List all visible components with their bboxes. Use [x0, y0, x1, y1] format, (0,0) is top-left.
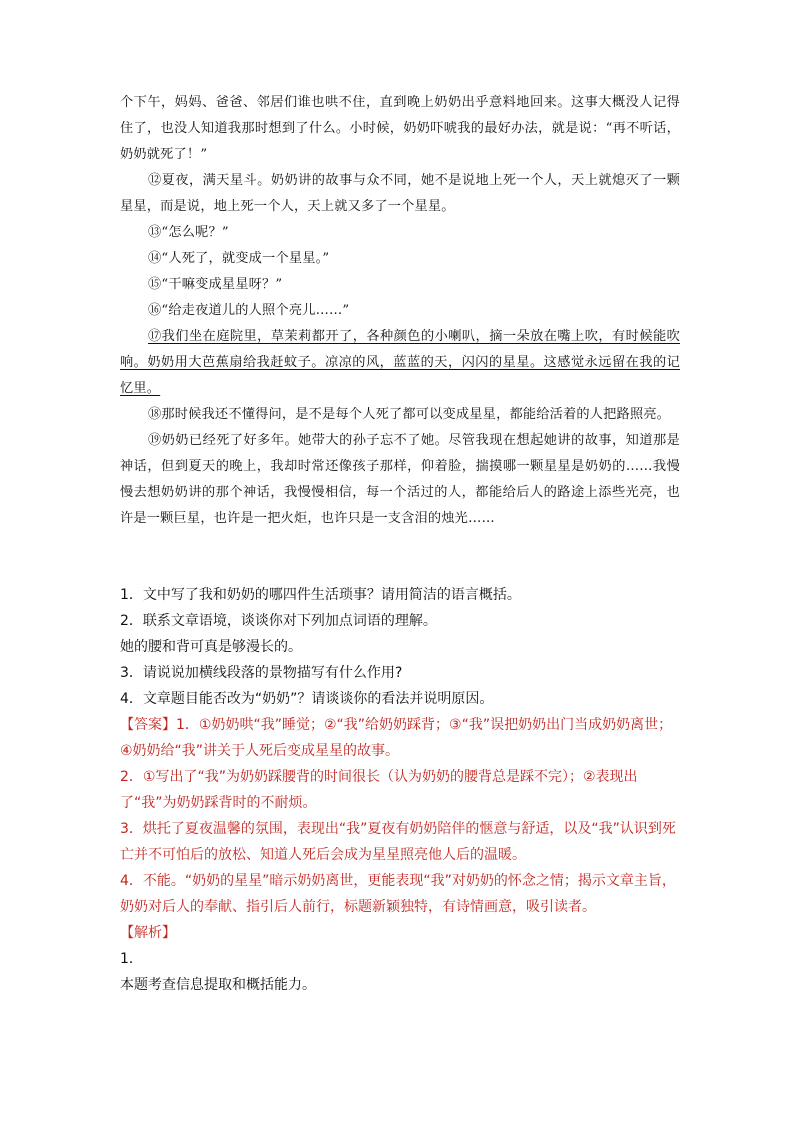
paragraph-14: ⑭“人死了，就变成一个星星。”	[148, 251, 330, 266]
question-2: 2．联系文章语境，谈谈你对下列加点词语的理解。	[120, 613, 437, 629]
question-2-sentence: 她的腰和背可真是够漫长的。	[120, 639, 302, 655]
answer-label: 【答案】	[120, 717, 176, 733]
reading-passage	[120, 90, 680, 532]
answer-1-text: 1．①奶奶哄“我”睡觉；②“我”给奶奶踩背；③“我”误把奶奶出门当成奶奶离世；④奶奶给“我”讲关于人死后变成星星的故事。	[120, 717, 673, 759]
paragraph-17-underlined	[120, 324, 680, 402]
answer-2: 2．①写出了“我”为奶奶踩腰背的时间很长（认为奶奶的腰背总是踩不完）；②表现出了“我”为奶奶踩背时的不耐烦。	[120, 769, 638, 811]
paragraph-13: ⑬“怎么呢？”	[148, 225, 229, 240]
paragraph-18: ⑱那时候我还不懂得问，是不是每个人死了都可以变成星星，都能给活着的人把路照亮。	[148, 407, 671, 422]
paragraph-15: ⑮“干嘛变成星星呀？”	[148, 277, 283, 292]
analysis-label: 【解析】	[120, 925, 176, 941]
question-1: 1．文中写了我和奶奶的哪四件生活琐事？请用简洁的语言概括。	[120, 587, 521, 603]
paragraph-19: ⑲奶奶已经死了好多年。她带大的孙子忘不了她。尽管我现在想起她讲的故事，知道那是神话，但到夏天的晚上，我却时常还像孩子那样，仰着脸，揣摸哪一颗星星是奶奶的……我慢慢去想奶奶讲的那个神话，我慢慢相信，每一个活过的人，都能给后人的路途上添些光亮，也许是一颗巨星，也许是一把火炬，也许只是一支含泪的烛光……	[120, 433, 680, 526]
answer-3: 3．烘托了夏夜温馨的氛围，表现出“我”夏夜有奶奶陪伴的惬意与舒适，以及“我”认识到死亡并不可怕后的放松、知道人死后会成为星星照亮他人后的温暖。	[120, 821, 676, 863]
answer-4: 4．不能。“奶奶的星星”暗示奶奶离世，更能表现“我”对奶奶的怀念之情；揭示文章主旨，奶奶对后人的奉献、指引后人前行，标题新颖独特，有诗情画意，吸引读者。	[120, 873, 676, 915]
analysis-text: 本题考查信息提取和概括能力。	[120, 977, 316, 993]
analysis-number: 1．	[120, 951, 143, 967]
paragraph-11-continued: 个下午，妈妈、爸爸、邻居们谁也哄不住，直到晚上奶奶出乎意料地回来。这事大概没人记得住了，也没人知道我那时想到了什么。小时候，奶奶吓唬我的最好办法，就是说：“再不听话，奶奶就死了！”	[120, 95, 680, 162]
question-4: 4．文章题目能否改为“奶奶”？请谈谈你的看法并说明原因。	[120, 691, 494, 707]
underlined-scenery-text: ⑰我们坐在庭院里，草茉莉都开了，各种颜色的小喇叭，摘一朵放在嘴上吹，有时候能吹响。奶奶用大芭蕉扇给我赶蚊子。凉凉的风，蓝蓝的天，闪闪的星星。这感觉永远留在我的记忆里。	[120, 329, 680, 396]
paragraph-16: ⑯“给走夜道儿的人照个亮儿……”	[148, 303, 350, 318]
questions-and-answers	[120, 582, 680, 998]
question-3: 3．请说说加横线段落的景物描写有什么作用?	[120, 665, 403, 681]
answer-1	[120, 712, 680, 764]
paragraph-12: ⑫夏夜，满天星斗。奶奶讲的故事与众不同，她不是说地上死一个人，天上就熄灭了一颗星星，而是说，地上死一个人，天上就又多了一个星星。	[120, 173, 680, 214]
